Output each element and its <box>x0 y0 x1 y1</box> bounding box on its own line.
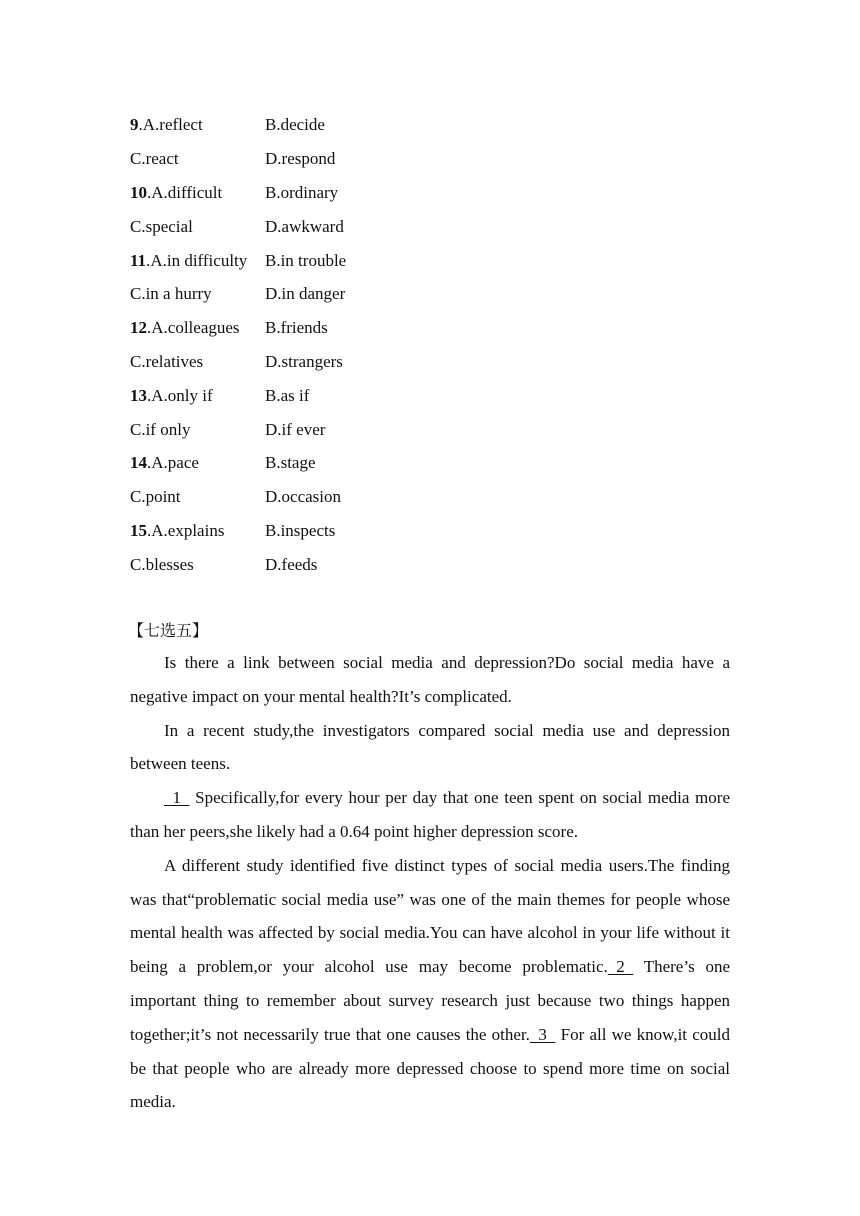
option-c: C.relatives <box>130 351 204 371</box>
options-list <box>130 108 390 581</box>
question-number: 12 <box>130 318 147 338</box>
option-c: C.in a hurry <box>130 284 212 304</box>
question-row <box>130 480 390 514</box>
option-b: B.as if <box>265 385 310 405</box>
option-c: C.blesses <box>130 554 194 574</box>
answer-blank-3[interactable]: 3 <box>529 1024 556 1044</box>
question-number: 10 <box>130 182 147 202</box>
paragraph: 1 Specifically,for every hour per day that one teen spent on social media more than her peers,she likely had a 0.64 point higher depression score. <box>130 781 730 849</box>
question-row <box>130 446 390 480</box>
reading-passage <box>130 646 730 1119</box>
question-row <box>130 142 390 176</box>
question-row <box>130 378 390 412</box>
question-number: 9 <box>130 115 139 135</box>
option-d: D.if ever <box>265 419 326 439</box>
option-b: B.stage <box>265 453 316 473</box>
option-d: D.strangers <box>265 351 343 371</box>
option-a: 10.A.difficult <box>130 182 223 202</box>
option-d: D.respond <box>265 149 336 169</box>
question-row <box>130 412 390 446</box>
option-c: C.special <box>130 216 193 236</box>
option-d: D.in danger <box>265 284 346 304</box>
section-title: 【七选五】 <box>128 621 209 640</box>
option-b: B.ordinary <box>265 182 339 202</box>
option-b: B.decide <box>265 115 325 135</box>
answer-blank-1[interactable]: 1 <box>164 788 190 808</box>
paragraph: In a recent study,the investigators compared social media use and depression between teens. <box>130 720 730 774</box>
option-a: 13.A.only if <box>130 385 213 405</box>
question-row <box>130 243 390 277</box>
option-b: B.friends <box>265 318 328 338</box>
option-a: 14.A.pace <box>130 453 199 473</box>
question-number: 14 <box>130 453 147 473</box>
option-c: C.react <box>130 149 179 169</box>
option-d: D.awkward <box>265 216 344 236</box>
question-row <box>130 209 390 243</box>
question-row <box>130 108 390 142</box>
paragraph: A different study identified five distinct types of social media users.The finding was that“problematic social media use” was one of the main themes for people whose mental health was affected by social media.You can have alcohol in your life without it being a problem,or your alcohol use may become problematic. 2 There’s one important thing to remember about survey research just because two things happen together;it’s not necessarily true that one causes the other. 3 For all we know,it could be that people who are already more depressed choose to spend more time on social media. <box>130 855 730 1112</box>
question-row <box>130 345 390 379</box>
option-c: C.if only <box>130 419 191 439</box>
option-b: B.in trouble <box>265 250 347 270</box>
question-number: 13 <box>130 385 147 405</box>
option-d: D.occasion <box>265 487 342 507</box>
question-number: 11 <box>130 250 147 270</box>
question-row <box>130 547 390 581</box>
question-row <box>130 311 390 345</box>
option-a: 11.A.in difficulty <box>130 250 248 270</box>
question-number: 15 <box>130 520 147 540</box>
paragraph: Is there a link between social media and depression?Do social media have a negative impact on your mental health?It’s complicated. <box>130 653 730 706</box>
question-row <box>130 514 390 548</box>
question-row <box>130 176 390 210</box>
option-a: 9.A.reflect <box>130 115 203 135</box>
option-d: D.feeds <box>265 554 318 574</box>
option-b: B.inspects <box>265 520 336 540</box>
answer-blank-2[interactable]: 2 <box>607 957 634 977</box>
option-a: 12.A.colleagues <box>130 318 240 338</box>
option-c: C.point <box>130 487 181 507</box>
question-row <box>130 277 390 311</box>
option-a: 15.A.explains <box>130 520 225 540</box>
